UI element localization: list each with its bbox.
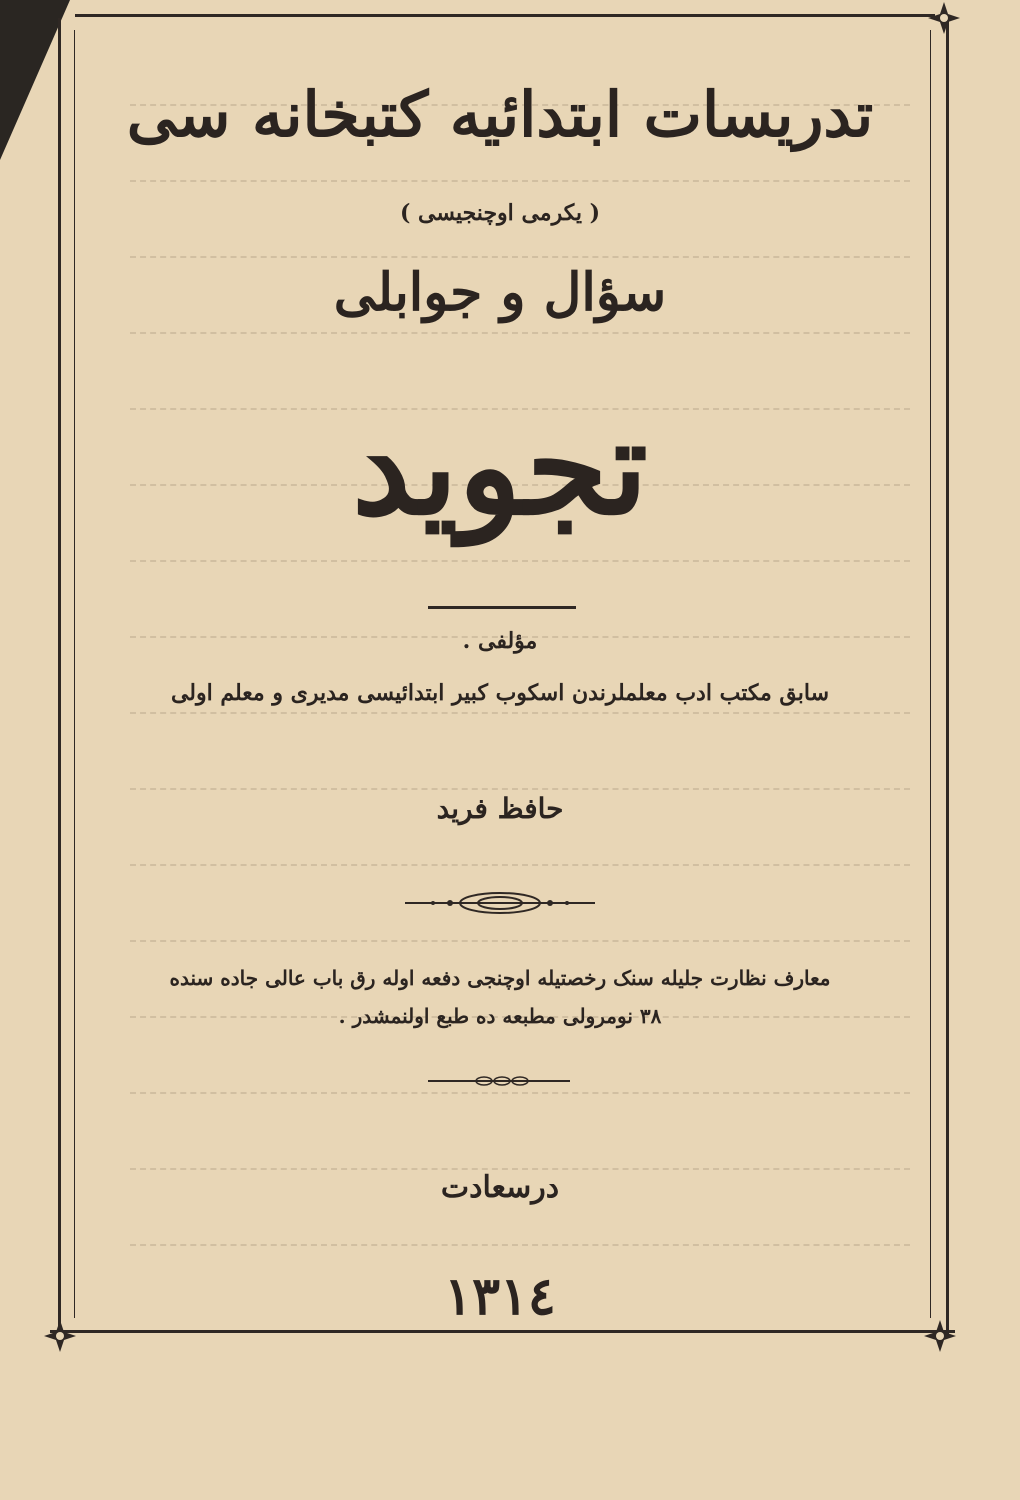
corner-ornament-bottom-left-icon	[42, 1318, 78, 1354]
book-title: تجوید	[351, 390, 649, 545]
publisher-line-2: ۳۸ نومرولی مطبعه ده طبع اولنمشدر .	[338, 1004, 662, 1028]
author-description: سابق مکتب ادب معلملرندن اسکوب کبیر ابتدائیسی مدیری و معلم اولی	[170, 680, 830, 706]
place-of-publication: درسعادت	[440, 1170, 560, 1205]
corner-ornament-bottom-right-icon	[922, 1318, 958, 1354]
small-ornamental-rule-icon	[428, 1074, 570, 1088]
frame-bottom-border	[50, 1330, 955, 1333]
author-name: حافظ فرید	[436, 792, 564, 825]
title-page-content	[80, 40, 920, 1330]
qa-subtitle: سؤال و جوابلی	[333, 262, 667, 323]
frame-top-border	[75, 14, 935, 17]
publication-year: ۱۳۱٤	[444, 1266, 556, 1327]
series-title: تدریسات ابتدائیه کتبخانه سی	[126, 78, 874, 151]
author-label: مؤلفی .	[462, 628, 538, 654]
title-divider	[428, 606, 576, 609]
publisher-line-1: معارف نظارت جلیله سنک رخصتیله اوچنجی دفعه اوله رق باب عالی جاده سنده	[169, 966, 831, 990]
ornamental-divider-icon	[405, 888, 595, 918]
series-volume-note: ( یکرمی اوچنجیسی )	[399, 200, 601, 226]
corner-ornament-top-right-icon	[926, 0, 962, 36]
